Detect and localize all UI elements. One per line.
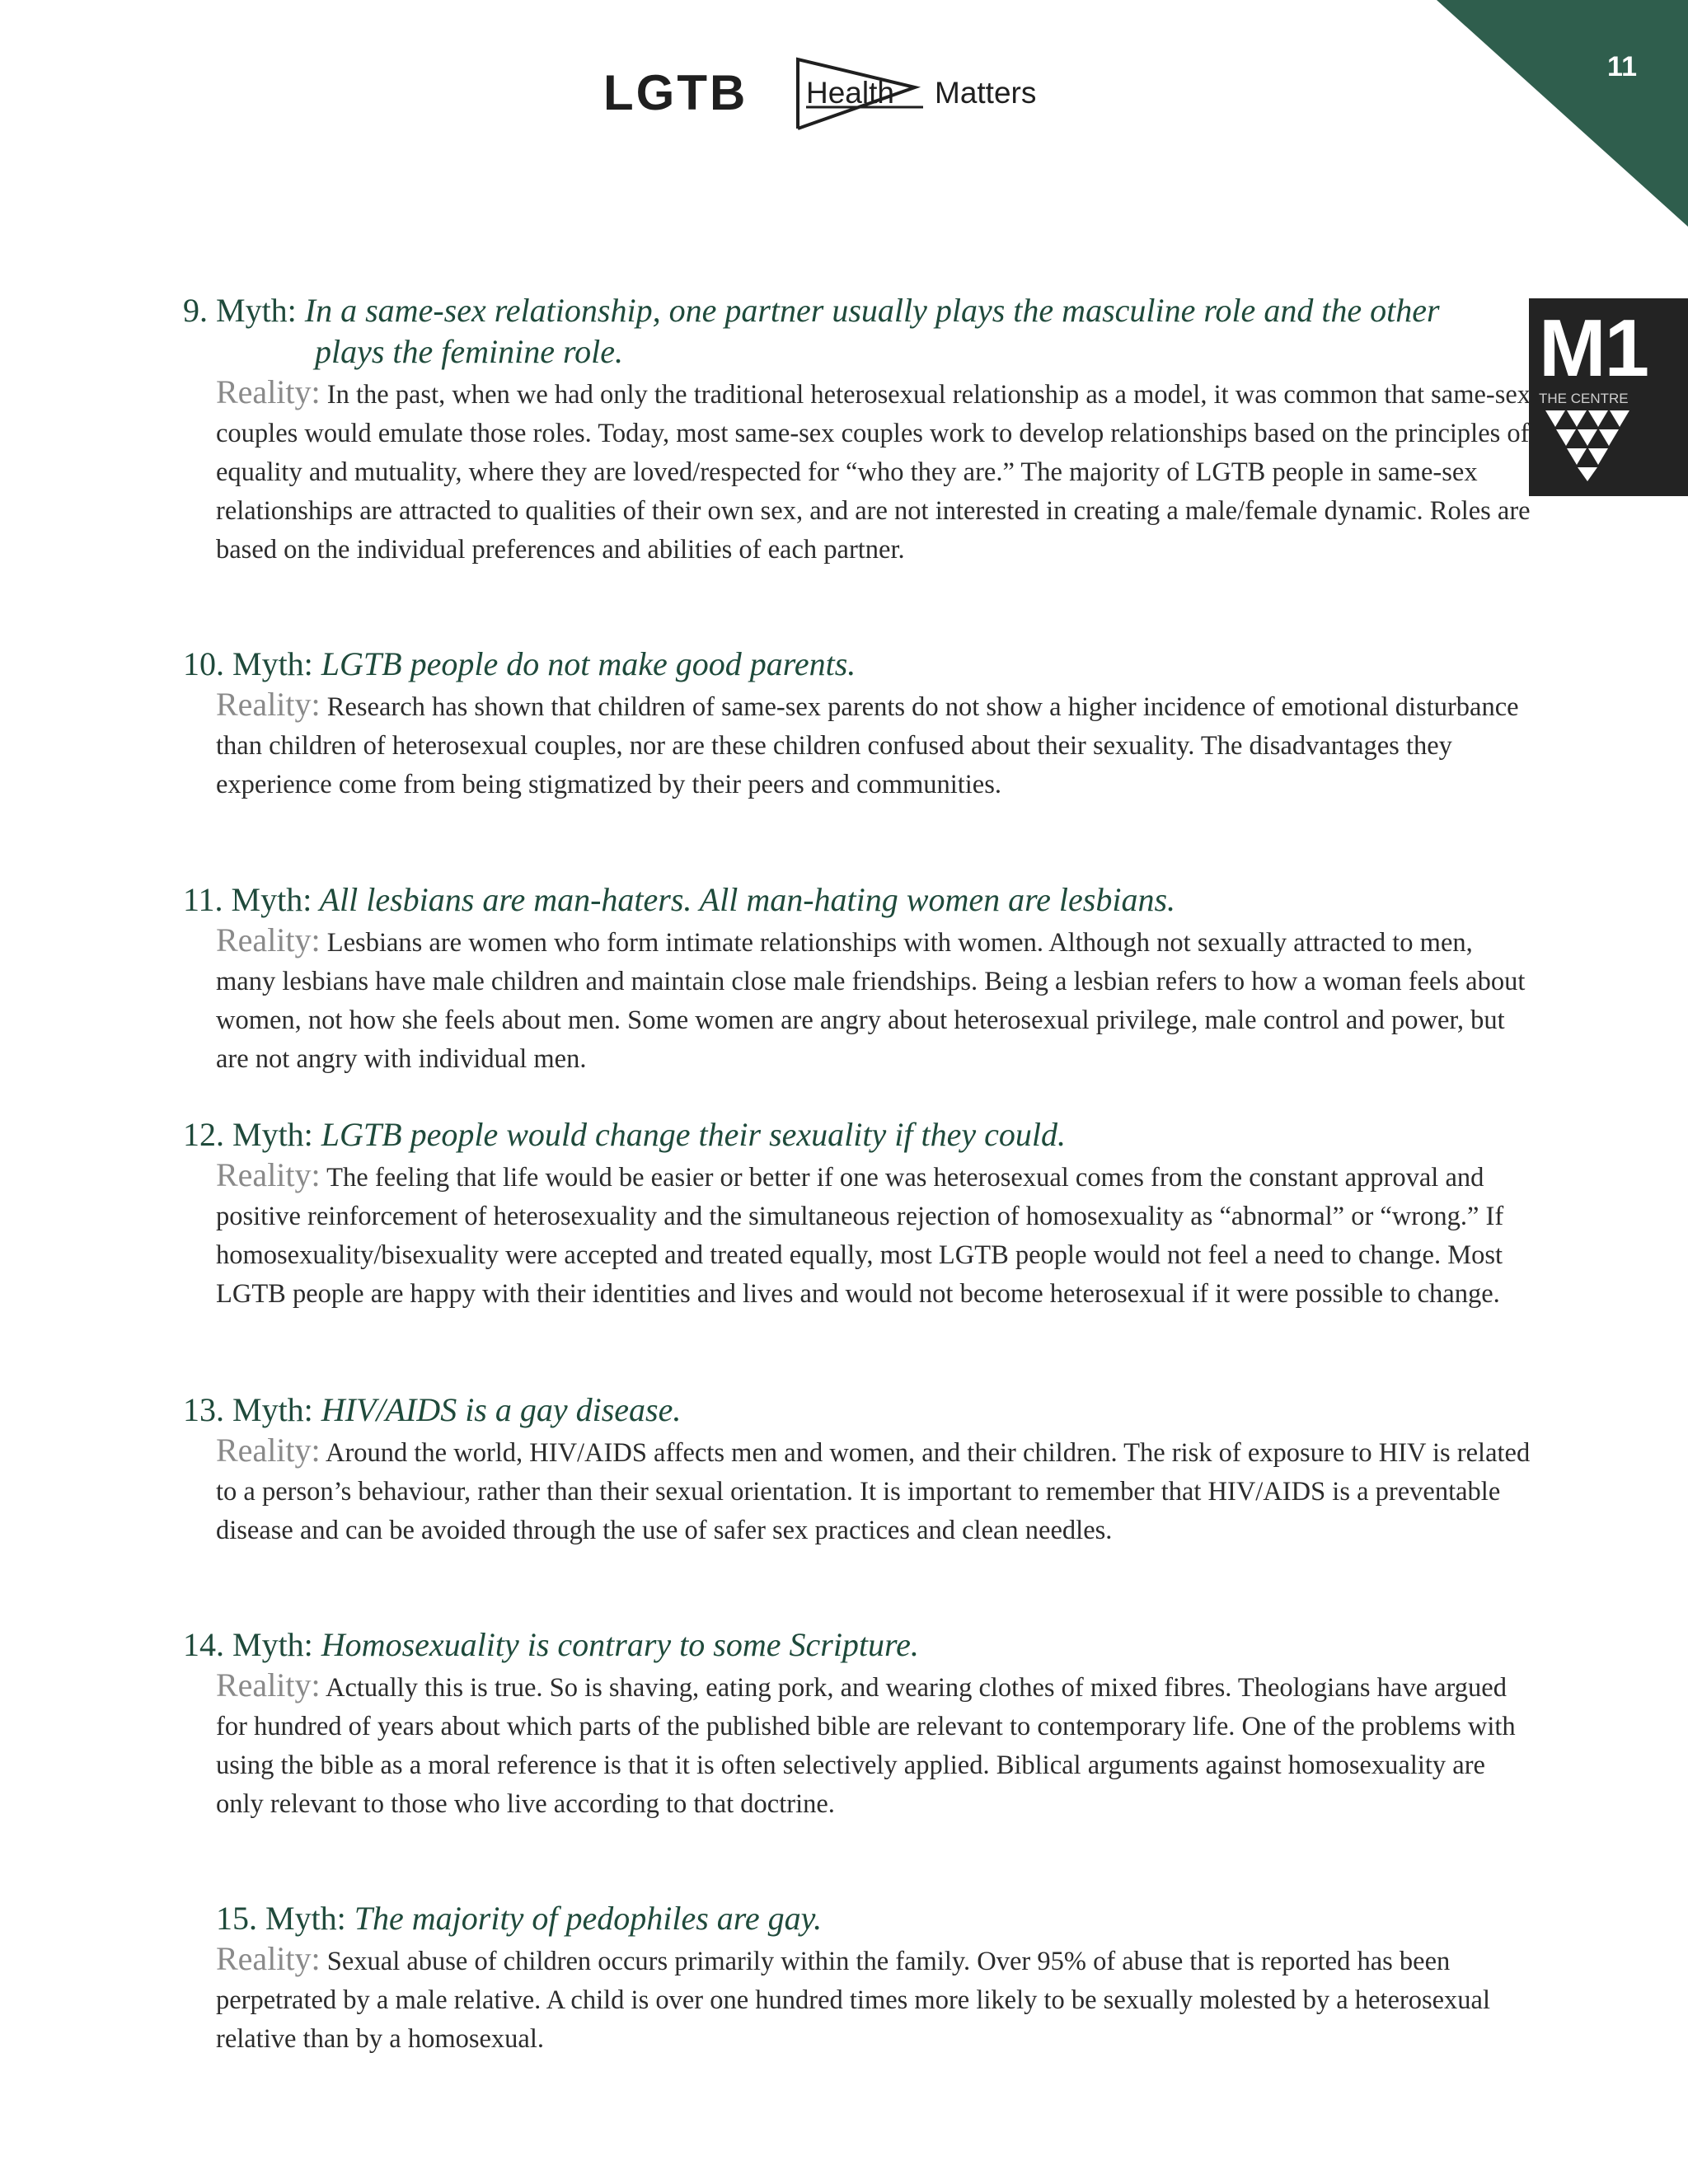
myth-heading: 15. Myth: The majority of pedophiles are gay. [216,1900,823,1937]
myth-heading: 9. Myth: In a same-sex relationship, one partner usually plays the masculine role and the other [183,292,1440,329]
myth-item-13 [183,1390,1535,1550]
myth-heading: 12. Myth: LGTB people would change their sexuality if they could. [183,1116,1066,1153]
reality-paragraph: Reality: Lesbians are women who form intimate relationships with women. Although not sexually attracted to men, many lesbians have male children and maintain close male friendships. Being a lesbian refers to how a woman feels about women, not how she feels about men. Some women are angry about heterosexual privilege, male control and power, but are not angry with individual men. [216,921,1526,1074]
myth-heading: 11. Myth: All lesbians are man-haters. All man-hating women are lesbians. [183,881,1176,918]
logo-health: Health [806,76,894,110]
myth-heading: 10. Myth: LGTB people do not make good parents. [183,645,856,682]
reality-paragraph: Reality: Actually this is true. So is shaving, eating pork, and wearing clothes of mixed fibres. Theologians have argued for hundred of years about which parts of the published bible are relevant to contemporary life. One of the problems with using the bible as a moral reference is that it is often selectively applied. Biblical arguments against homosexuality are only relevant to those who live according to that doctrine. [216,1666,1516,1819]
reality-paragraph: Reality: Sexual abuse of children occurs primarily within the family. Over 95% of abuse that is reported has been perpetrated by a male relative. A child is over one hundred times more likely to be sexually molested by a heterosexual relative than by a homosexual. [216,1940,1490,2054]
logo [603,54,1114,129]
page-number: 11 [1607,51,1637,82]
myth-item-14 [183,1624,1535,1824]
myth-item-9 [183,290,1535,569]
myth-heading: 14. Myth: Homosexuality is contrary to some Scripture. [183,1626,919,1663]
reality-paragraph: Reality: In the past, when we had only the traditional heterosexual relationship as a model, it was common that same-sex couples would emulate those roles. Today, most same-sex couples work to develop relationships based on the principles of equality and mutuality, where they are loved/respected for “who they are.” The majority of LGTB people in same-sex relationships are attracted to qualities of their own sex, and are not interested in creating a male/female dynamic. Roles are based on the individual preferences and abilities of each partner. [216,373,1531,565]
reality-paragraph: Reality: The feeling that life would be easier or better if one was heterosexual comes from the constant approval and positive reinforcement of heterosexuality and the simultaneous rejection of homosexuality as “abnormal” or “wrong.” If homosexuality/bisexuality were accepted and treated equally, most LGTB people would not feel a need to change. Most LGTB people are happy with their identities and lives and would not become heterosexual if it were possible to change. [216,1156,1504,1309]
myth-heading: 13. Myth: HIV/AIDS is a gay disease. [183,1391,682,1428]
myth-item-15 [183,1898,1535,2059]
myth-item-10 [183,644,1535,804]
section-code: M1 [1539,302,1648,393]
reality-paragraph: Reality: Research has shown that children of same-sex parents do not show a higher incidence of emotional disturbance than children of heterosexual couples, nor are these children confused about their sexuality. The disadvantages they experience come from being stigmatized by their peers and communities. [216,686,1519,799]
logo-mark: LGTB [603,65,748,120]
myth-item-12 [183,1114,1535,1314]
reality-paragraph: Reality: Around the world, HIV/AIDS affects men and women, and their children. The risk of exposure to HIV is related to a person’s behaviour, rather than their sexual orientation. It is important to remember that HIV/AIDS is a preventable disease and can be avoided through the use of safer sex practices and clean needles. [216,1432,1531,1545]
section-tab [1529,298,1688,496]
myth-item-11 [183,879,1535,1079]
triangle-emblem-icon [1545,407,1644,481]
section-label: THE CENTRE [1539,391,1629,406]
myth-heading-cont: plays the feminine role. [315,333,623,370]
page-corner-tab [1437,0,1688,227]
logo-matters: Matters [935,76,1037,110]
